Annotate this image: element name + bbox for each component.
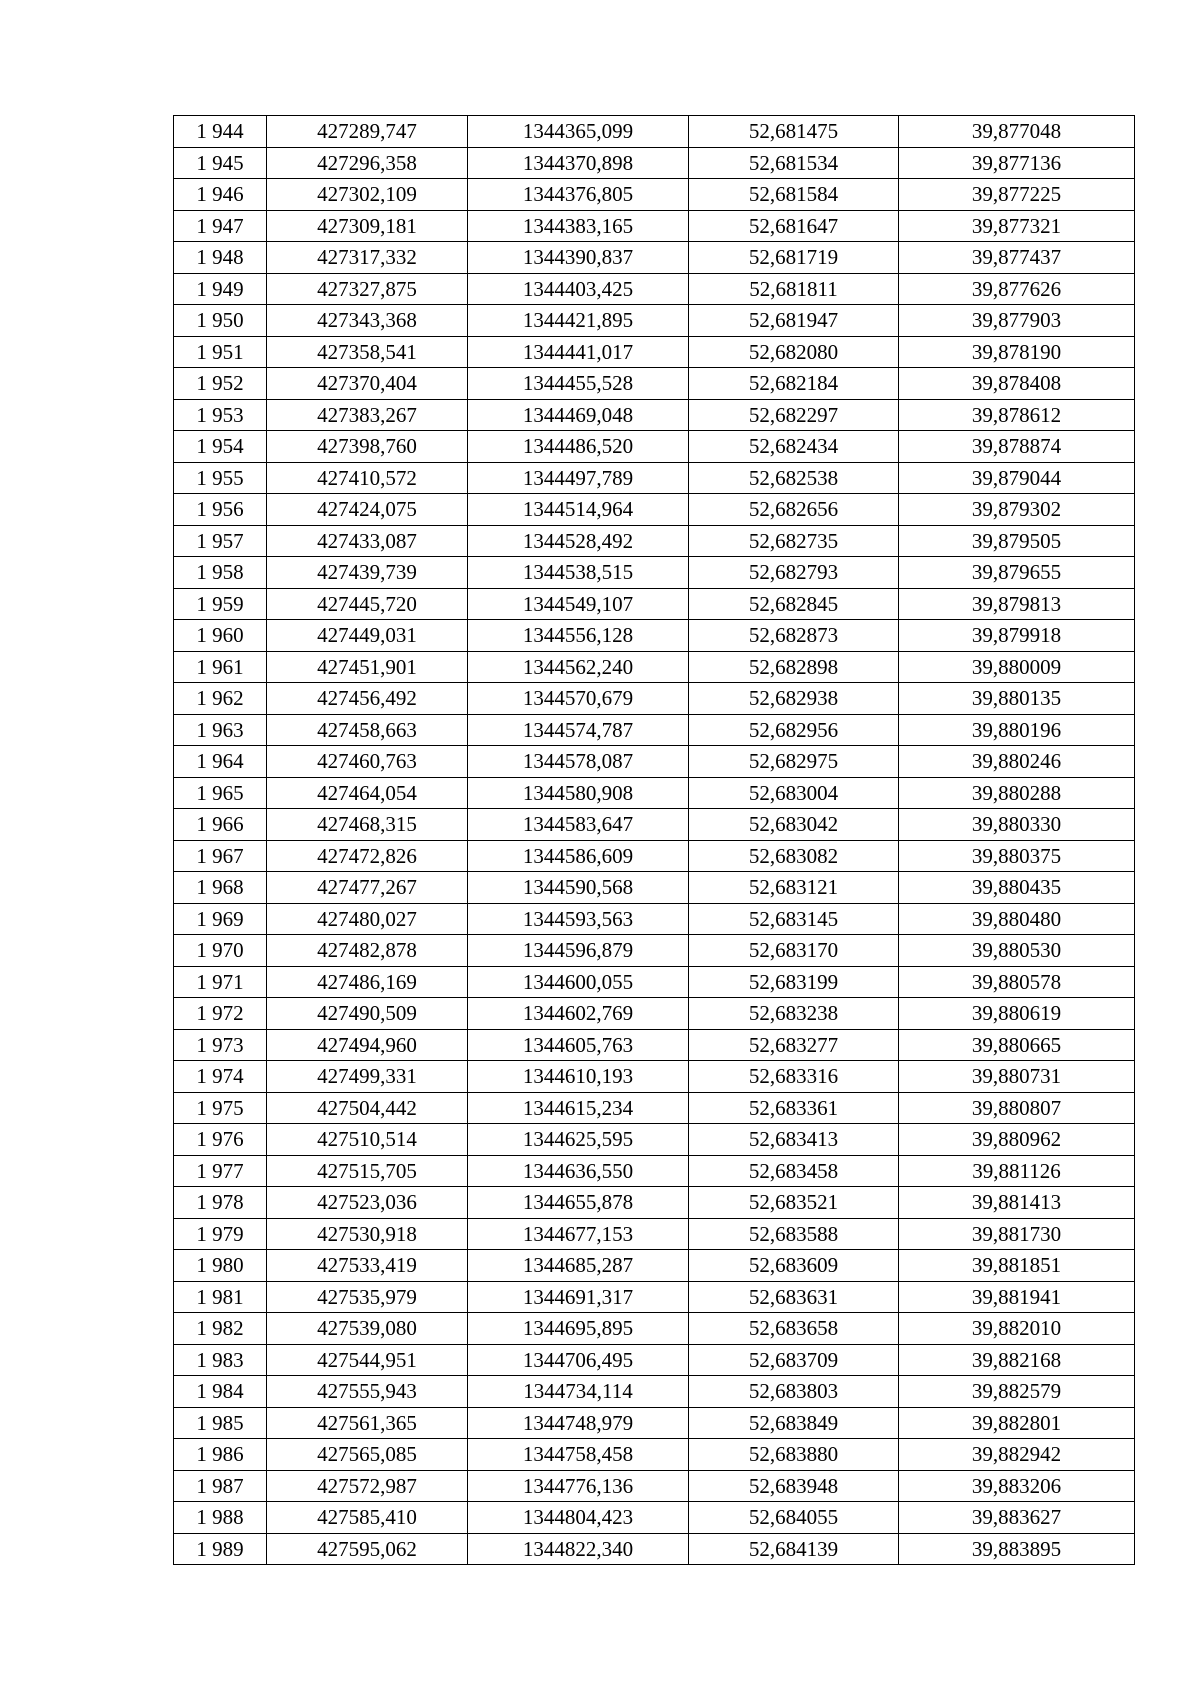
table-row (174, 1407, 1135, 1439)
table-row (174, 1029, 1135, 1061)
longitude-cell: 39,879813 (899, 588, 1135, 620)
point-number-cell: 1 949 (174, 273, 267, 305)
y-coordinate-cell: 1344583,647 (468, 809, 689, 841)
latitude-cell: 52,682956 (689, 714, 899, 746)
x-coordinate-cell: 427410,572 (267, 462, 468, 494)
table-row (174, 462, 1135, 494)
point-number-cell: 1 968 (174, 872, 267, 904)
y-coordinate-cell: 1344636,550 (468, 1155, 689, 1187)
x-coordinate-cell: 427530,918 (267, 1218, 468, 1250)
x-coordinate-cell: 427544,951 (267, 1344, 468, 1376)
y-coordinate-cell: 1344370,898 (468, 147, 689, 179)
x-coordinate-cell: 427482,878 (267, 935, 468, 967)
x-coordinate-cell: 427565,085 (267, 1439, 468, 1471)
table-row (174, 651, 1135, 683)
latitude-cell: 52,683145 (689, 903, 899, 935)
longitude-cell: 39,881126 (899, 1155, 1135, 1187)
x-coordinate-cell: 427296,358 (267, 147, 468, 179)
y-coordinate-cell: 1344578,087 (468, 746, 689, 778)
point-number-cell: 1 945 (174, 147, 267, 179)
latitude-cell: 52,682080 (689, 336, 899, 368)
x-coordinate-cell: 427309,181 (267, 210, 468, 242)
latitude-cell: 52,681647 (689, 210, 899, 242)
y-coordinate-cell: 1344455,528 (468, 368, 689, 400)
x-coordinate-cell: 427585,410 (267, 1502, 468, 1534)
y-coordinate-cell: 1344804,423 (468, 1502, 689, 1534)
point-number-cell: 1 951 (174, 336, 267, 368)
latitude-cell: 52,684055 (689, 1502, 899, 1534)
y-coordinate-cell: 1344528,492 (468, 525, 689, 557)
x-coordinate-cell: 427510,514 (267, 1124, 468, 1156)
point-number-cell: 1 984 (174, 1376, 267, 1408)
x-coordinate-cell: 427449,031 (267, 620, 468, 652)
x-coordinate-cell: 427535,979 (267, 1281, 468, 1313)
point-number-cell: 1 973 (174, 1029, 267, 1061)
longitude-cell: 39,880330 (899, 809, 1135, 841)
y-coordinate-cell: 1344748,979 (468, 1407, 689, 1439)
x-coordinate-cell: 427572,987 (267, 1470, 468, 1502)
table-row (174, 1313, 1135, 1345)
point-number-cell: 1 982 (174, 1313, 267, 1345)
latitude-cell: 52,682297 (689, 399, 899, 431)
table-row (174, 1155, 1135, 1187)
point-number-cell: 1 976 (174, 1124, 267, 1156)
longitude-cell: 39,882010 (899, 1313, 1135, 1345)
latitude-cell: 52,682975 (689, 746, 899, 778)
table-row (174, 431, 1135, 463)
y-coordinate-cell: 1344615,234 (468, 1092, 689, 1124)
longitude-cell: 39,880731 (899, 1061, 1135, 1093)
latitude-cell: 52,681947 (689, 305, 899, 337)
longitude-cell: 39,880135 (899, 683, 1135, 715)
table-row (174, 777, 1135, 809)
y-coordinate-cell: 1344497,789 (468, 462, 689, 494)
y-coordinate-cell: 1344600,055 (468, 966, 689, 998)
table-row (174, 1502, 1135, 1534)
table-row (174, 1439, 1135, 1471)
coordinates-table-body (174, 116, 1135, 1565)
table-row (174, 1470, 1135, 1502)
table-row (174, 746, 1135, 778)
table-row (174, 1533, 1135, 1565)
y-coordinate-cell: 1344655,878 (468, 1187, 689, 1219)
x-coordinate-cell: 427458,663 (267, 714, 468, 746)
y-coordinate-cell: 1344549,107 (468, 588, 689, 620)
table-row (174, 210, 1135, 242)
y-coordinate-cell: 1344602,769 (468, 998, 689, 1030)
x-coordinate-cell: 427472,826 (267, 840, 468, 872)
y-coordinate-cell: 1344421,895 (468, 305, 689, 337)
latitude-cell: 52,683588 (689, 1218, 899, 1250)
longitude-cell: 39,881851 (899, 1250, 1135, 1282)
table-row (174, 1124, 1135, 1156)
longitude-cell: 39,880665 (899, 1029, 1135, 1061)
latitude-cell: 52,681534 (689, 147, 899, 179)
y-coordinate-cell: 1344596,879 (468, 935, 689, 967)
table-row (174, 116, 1135, 148)
longitude-cell: 39,879044 (899, 462, 1135, 494)
latitude-cell: 52,682793 (689, 557, 899, 589)
table-row (174, 179, 1135, 211)
y-coordinate-cell: 1344562,240 (468, 651, 689, 683)
y-coordinate-cell: 1344538,515 (468, 557, 689, 589)
y-coordinate-cell: 1344365,099 (468, 116, 689, 148)
point-number-cell: 1 961 (174, 651, 267, 683)
point-number-cell: 1 989 (174, 1533, 267, 1565)
point-number-cell: 1 981 (174, 1281, 267, 1313)
y-coordinate-cell: 1344822,340 (468, 1533, 689, 1565)
x-coordinate-cell: 427398,760 (267, 431, 468, 463)
table-row (174, 872, 1135, 904)
x-coordinate-cell: 427523,036 (267, 1187, 468, 1219)
longitude-cell: 39,878408 (899, 368, 1135, 400)
latitude-cell: 52,682873 (689, 620, 899, 652)
x-coordinate-cell: 427595,062 (267, 1533, 468, 1565)
point-number-cell: 1 955 (174, 462, 267, 494)
y-coordinate-cell: 1344706,495 (468, 1344, 689, 1376)
table-row (174, 147, 1135, 179)
point-number-cell: 1 986 (174, 1439, 267, 1471)
table-row (174, 1061, 1135, 1093)
table-row (174, 336, 1135, 368)
table-row (174, 1376, 1135, 1408)
point-number-cell: 1 947 (174, 210, 267, 242)
point-number-cell: 1 960 (174, 620, 267, 652)
latitude-cell: 52,681719 (689, 242, 899, 274)
point-number-cell: 1 965 (174, 777, 267, 809)
point-number-cell: 1 956 (174, 494, 267, 526)
point-number-cell: 1 985 (174, 1407, 267, 1439)
y-coordinate-cell: 1344376,805 (468, 179, 689, 211)
latitude-cell: 52,682845 (689, 588, 899, 620)
x-coordinate-cell: 427539,080 (267, 1313, 468, 1345)
point-number-cell: 1 962 (174, 683, 267, 715)
longitude-cell: 39,881730 (899, 1218, 1135, 1250)
x-coordinate-cell: 427515,705 (267, 1155, 468, 1187)
point-number-cell: 1 946 (174, 179, 267, 211)
latitude-cell: 52,683658 (689, 1313, 899, 1345)
longitude-cell: 39,878612 (899, 399, 1135, 431)
table-row (174, 840, 1135, 872)
longitude-cell: 39,882801 (899, 1407, 1135, 1439)
point-number-cell: 1 970 (174, 935, 267, 967)
longitude-cell: 39,880375 (899, 840, 1135, 872)
x-coordinate-cell: 427433,087 (267, 525, 468, 557)
y-coordinate-cell: 1344570,679 (468, 683, 689, 715)
point-number-cell: 1 957 (174, 525, 267, 557)
y-coordinate-cell: 1344469,048 (468, 399, 689, 431)
longitude-cell: 39,883627 (899, 1502, 1135, 1534)
latitude-cell: 52,683413 (689, 1124, 899, 1156)
x-coordinate-cell: 427499,331 (267, 1061, 468, 1093)
longitude-cell: 39,879505 (899, 525, 1135, 557)
x-coordinate-cell: 427555,943 (267, 1376, 468, 1408)
latitude-cell: 52,683082 (689, 840, 899, 872)
longitude-cell: 39,880962 (899, 1124, 1135, 1156)
y-coordinate-cell: 1344734,114 (468, 1376, 689, 1408)
table-row (174, 683, 1135, 715)
longitude-cell: 39,881941 (899, 1281, 1135, 1313)
point-number-cell: 1 978 (174, 1187, 267, 1219)
table-row (174, 494, 1135, 526)
latitude-cell: 52,683631 (689, 1281, 899, 1313)
latitude-cell: 52,683609 (689, 1250, 899, 1282)
x-coordinate-cell: 427424,075 (267, 494, 468, 526)
point-number-cell: 1 975 (174, 1092, 267, 1124)
latitude-cell: 52,683803 (689, 1376, 899, 1408)
x-coordinate-cell: 427327,875 (267, 273, 468, 305)
point-number-cell: 1 988 (174, 1502, 267, 1534)
y-coordinate-cell: 1344610,193 (468, 1061, 689, 1093)
table-row (174, 399, 1135, 431)
point-number-cell: 1 966 (174, 809, 267, 841)
y-coordinate-cell: 1344685,287 (468, 1250, 689, 1282)
y-coordinate-cell: 1344514,964 (468, 494, 689, 526)
x-coordinate-cell: 427439,739 (267, 557, 468, 589)
table-row (174, 305, 1135, 337)
x-coordinate-cell: 427468,315 (267, 809, 468, 841)
longitude-cell: 39,880807 (899, 1092, 1135, 1124)
y-coordinate-cell: 1344383,165 (468, 210, 689, 242)
x-coordinate-cell: 427504,442 (267, 1092, 468, 1124)
x-coordinate-cell: 427486,169 (267, 966, 468, 998)
latitude-cell: 52,683521 (689, 1187, 899, 1219)
point-number-cell: 1 974 (174, 1061, 267, 1093)
y-coordinate-cell: 1344677,153 (468, 1218, 689, 1250)
point-number-cell: 1 954 (174, 431, 267, 463)
longitude-cell: 39,880196 (899, 714, 1135, 746)
table-row (174, 903, 1135, 935)
latitude-cell: 52,683316 (689, 1061, 899, 1093)
table-row (174, 588, 1135, 620)
x-coordinate-cell: 427533,419 (267, 1250, 468, 1282)
point-number-cell: 1 950 (174, 305, 267, 337)
latitude-cell: 52,683277 (689, 1029, 899, 1061)
table-row (174, 242, 1135, 274)
point-number-cell: 1 977 (174, 1155, 267, 1187)
x-coordinate-cell: 427445,720 (267, 588, 468, 620)
latitude-cell: 52,681475 (689, 116, 899, 148)
longitude-cell: 39,881413 (899, 1187, 1135, 1219)
longitude-cell: 39,880246 (899, 746, 1135, 778)
y-coordinate-cell: 1344605,763 (468, 1029, 689, 1061)
point-number-cell: 1 952 (174, 368, 267, 400)
x-coordinate-cell: 427343,368 (267, 305, 468, 337)
latitude-cell: 52,682538 (689, 462, 899, 494)
longitude-cell: 39,877321 (899, 210, 1135, 242)
longitude-cell: 39,877048 (899, 116, 1135, 148)
x-coordinate-cell: 427358,541 (267, 336, 468, 368)
x-coordinate-cell: 427456,492 (267, 683, 468, 715)
latitude-cell: 52,683238 (689, 998, 899, 1030)
longitude-cell: 39,882168 (899, 1344, 1135, 1376)
x-coordinate-cell: 427464,054 (267, 777, 468, 809)
y-coordinate-cell: 1344593,563 (468, 903, 689, 935)
longitude-cell: 39,882579 (899, 1376, 1135, 1408)
x-coordinate-cell: 427490,509 (267, 998, 468, 1030)
longitude-cell: 39,882942 (899, 1439, 1135, 1471)
latitude-cell: 52,683361 (689, 1092, 899, 1124)
x-coordinate-cell: 427480,027 (267, 903, 468, 935)
longitude-cell: 39,877626 (899, 273, 1135, 305)
point-number-cell: 1 980 (174, 1250, 267, 1282)
x-coordinate-cell: 427451,901 (267, 651, 468, 683)
x-coordinate-cell: 427494,960 (267, 1029, 468, 1061)
latitude-cell: 52,682735 (689, 525, 899, 557)
latitude-cell: 52,683170 (689, 935, 899, 967)
latitude-cell: 52,683004 (689, 777, 899, 809)
latitude-cell: 52,683458 (689, 1155, 899, 1187)
table-row (174, 966, 1135, 998)
coordinates-table (173, 115, 1135, 1565)
table-row (174, 714, 1135, 746)
longitude-cell: 39,883206 (899, 1470, 1135, 1502)
point-number-cell: 1 967 (174, 840, 267, 872)
table-row (174, 557, 1135, 589)
y-coordinate-cell: 1344441,017 (468, 336, 689, 368)
longitude-cell: 39,879302 (899, 494, 1135, 526)
latitude-cell: 52,682434 (689, 431, 899, 463)
y-coordinate-cell: 1344574,787 (468, 714, 689, 746)
table-row (174, 998, 1135, 1030)
y-coordinate-cell: 1344625,595 (468, 1124, 689, 1156)
table-row (174, 809, 1135, 841)
latitude-cell: 52,683709 (689, 1344, 899, 1376)
latitude-cell: 52,682184 (689, 368, 899, 400)
table-row (174, 935, 1135, 967)
point-number-cell: 1 971 (174, 966, 267, 998)
point-number-cell: 1 963 (174, 714, 267, 746)
point-number-cell: 1 948 (174, 242, 267, 274)
table-row (174, 273, 1135, 305)
longitude-cell: 39,880530 (899, 935, 1135, 967)
point-number-cell: 1 969 (174, 903, 267, 935)
point-number-cell: 1 953 (174, 399, 267, 431)
longitude-cell: 39,880288 (899, 777, 1135, 809)
y-coordinate-cell: 1344486,520 (468, 431, 689, 463)
longitude-cell: 39,877903 (899, 305, 1135, 337)
latitude-cell: 52,682898 (689, 651, 899, 683)
y-coordinate-cell: 1344580,908 (468, 777, 689, 809)
y-coordinate-cell: 1344695,895 (468, 1313, 689, 1345)
point-number-cell: 1 987 (174, 1470, 267, 1502)
table-row (174, 1218, 1135, 1250)
latitude-cell: 52,683948 (689, 1470, 899, 1502)
latitude-cell: 52,683042 (689, 809, 899, 841)
x-coordinate-cell: 427370,404 (267, 368, 468, 400)
latitude-cell: 52,681811 (689, 273, 899, 305)
y-coordinate-cell: 1344390,837 (468, 242, 689, 274)
y-coordinate-cell: 1344590,568 (468, 872, 689, 904)
table-row (174, 1281, 1135, 1313)
point-number-cell: 1 972 (174, 998, 267, 1030)
latitude-cell: 52,682656 (689, 494, 899, 526)
x-coordinate-cell: 427477,267 (267, 872, 468, 904)
longitude-cell: 39,878874 (899, 431, 1135, 463)
y-coordinate-cell: 1344691,317 (468, 1281, 689, 1313)
point-number-cell: 1 983 (174, 1344, 267, 1376)
longitude-cell: 39,883895 (899, 1533, 1135, 1565)
latitude-cell: 52,683121 (689, 872, 899, 904)
longitude-cell: 39,880435 (899, 872, 1135, 904)
x-coordinate-cell: 427383,267 (267, 399, 468, 431)
x-coordinate-cell: 427460,763 (267, 746, 468, 778)
longitude-cell: 39,877225 (899, 179, 1135, 211)
longitude-cell: 39,878190 (899, 336, 1135, 368)
longitude-cell: 39,880578 (899, 966, 1135, 998)
x-coordinate-cell: 427289,747 (267, 116, 468, 148)
table-row (174, 1344, 1135, 1376)
table-row (174, 1092, 1135, 1124)
latitude-cell: 52,684139 (689, 1533, 899, 1565)
point-number-cell: 1 944 (174, 116, 267, 148)
longitude-cell: 39,880619 (899, 998, 1135, 1030)
y-coordinate-cell: 1344586,609 (468, 840, 689, 872)
table-row (174, 368, 1135, 400)
y-coordinate-cell: 1344556,128 (468, 620, 689, 652)
x-coordinate-cell: 427561,365 (267, 1407, 468, 1439)
table-row (174, 1187, 1135, 1219)
x-coordinate-cell: 427302,109 (267, 179, 468, 211)
point-number-cell: 1 964 (174, 746, 267, 778)
latitude-cell: 52,683880 (689, 1439, 899, 1471)
latitude-cell: 52,683849 (689, 1407, 899, 1439)
latitude-cell: 52,682938 (689, 683, 899, 715)
point-number-cell: 1 958 (174, 557, 267, 589)
latitude-cell: 52,681584 (689, 179, 899, 211)
point-number-cell: 1 959 (174, 588, 267, 620)
y-coordinate-cell: 1344403,425 (468, 273, 689, 305)
longitude-cell: 39,879918 (899, 620, 1135, 652)
table-row (174, 1250, 1135, 1282)
x-coordinate-cell: 427317,332 (267, 242, 468, 274)
longitude-cell: 39,877136 (899, 147, 1135, 179)
point-number-cell: 1 979 (174, 1218, 267, 1250)
y-coordinate-cell: 1344758,458 (468, 1439, 689, 1471)
y-coordinate-cell: 1344776,136 (468, 1470, 689, 1502)
longitude-cell: 39,879655 (899, 557, 1135, 589)
table-row (174, 525, 1135, 557)
longitude-cell: 39,877437 (899, 242, 1135, 274)
longitude-cell: 39,880009 (899, 651, 1135, 683)
latitude-cell: 52,683199 (689, 966, 899, 998)
table-row (174, 620, 1135, 652)
longitude-cell: 39,880480 (899, 903, 1135, 935)
